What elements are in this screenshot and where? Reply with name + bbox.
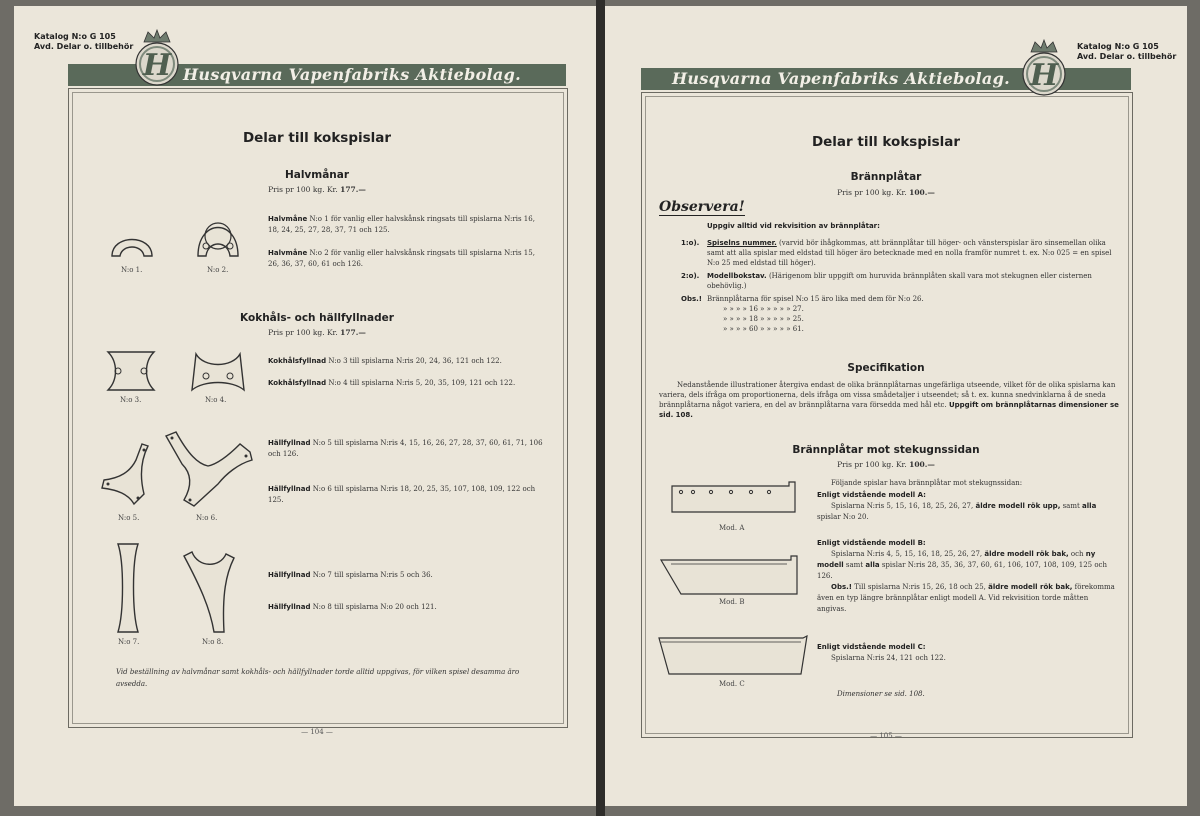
kokhalsfyllnad-3-drawing [106, 350, 156, 392]
label-mod-a: Mod. A [719, 524, 745, 532]
item-text: N:o 7 till spislarna N:ris 5 och 36. [312, 571, 433, 579]
model-bold: alla [1082, 502, 1097, 510]
model-b-desc [817, 538, 1117, 615]
svg-text:H: H [142, 48, 172, 83]
price-prefix: Pris pr 100 kg. Kr. [837, 460, 907, 469]
label-no-5: N:o 5. [118, 514, 140, 522]
model-bold: alla [865, 561, 880, 569]
obs-lines [707, 294, 1027, 334]
company-name: Husqvarna Vapenfabriks Aktiebolag. [672, 69, 1010, 88]
halvmane-1-drawing [110, 220, 154, 260]
halvmane-2-drawing [196, 214, 240, 260]
husqvarna-crown-logo [130, 28, 184, 88]
model-c-desc [817, 642, 1117, 664]
mod-a-drawing [671, 480, 797, 514]
point-1-num: 1:o). [681, 239, 700, 247]
left-page [14, 6, 596, 806]
brannplatar-price [641, 188, 1131, 197]
item-name: Hällfyllnad [268, 571, 311, 579]
label-mod-b: Mod. B [719, 598, 745, 606]
point-text: (Härigenom blir uppgift om huruvida brännplåten skall vara mot stekugnen eller cisternen obehövlig.) [707, 272, 1092, 290]
department-label: Avd. Delar o. tillbehör [1077, 52, 1177, 61]
label-no-4: N:o 4. [205, 396, 227, 404]
hallfyllnad-6-drawing [164, 430, 254, 510]
hallfyllnad-7-drawing [116, 542, 140, 634]
point-2-num: 2:o). [681, 272, 700, 280]
husqvarna-crown-logo [1017, 38, 1071, 98]
model-text: Spislarna N:ris 4, 5, 15, 16, 18, 25, 26, 27, [831, 550, 983, 558]
kokhalsfyllnad-4-drawing [190, 352, 246, 392]
price-value: 100.— [909, 460, 935, 469]
model-bold: äldre modell rök bak, [988, 583, 1073, 591]
page-title: Delar till kokspislar [242, 130, 392, 146]
label-mod-c: Mod. C [719, 680, 745, 688]
model-text: och [1070, 550, 1084, 558]
item-name: Halvmåne [268, 249, 308, 257]
item-name: Hällfyllnad [268, 439, 311, 447]
halvmanar-heading: Halvmånar [284, 169, 350, 181]
hallfyllnad-6-desc [268, 484, 548, 506]
specifikation-text [659, 380, 1119, 420]
department-label: Avd. Delar o. tillbehör [34, 42, 134, 51]
model-bold: äldre modell rök upp, [975, 502, 1061, 510]
company-name: Husqvarna Vapenfabriks Aktiebolag. [183, 65, 521, 84]
specifikation-heading: Specifikation [847, 362, 925, 374]
point-1-text [707, 238, 1117, 268]
spec-bold: Uppgift om brännplåtarnas dimensioner se sid. 108. [659, 401, 1119, 419]
item-text: N:o 4 till spislarna N:ris 5, 20, 35, 109, 121 och 122. [328, 379, 516, 387]
page-number: — 105 — [870, 732, 902, 740]
model-text: spislar N:ris 28, 35, 36, 37, 60, 61, 106, 107, 108, 109, 125 och 126. [817, 561, 1107, 580]
dimensions-note: Dimensioner se sid. 108. [837, 690, 925, 698]
item-text: N:o 8 till spislarna N:o 20 och 121. [312, 603, 437, 611]
halvmane-2-desc [268, 248, 548, 270]
stekugn-price [641, 460, 1131, 469]
mod-c-drawing [657, 634, 809, 676]
model-head: Enligt vidstående modell C: [817, 643, 926, 651]
label-no-2: N:o 2. [207, 266, 229, 274]
catalog-number: Katalog N:o G 105 [34, 32, 116, 41]
price-value: 177.— [340, 185, 366, 194]
item-text: N:o 2 för vanlig eller halvskånsk ringsats till spislarna N:ris 15, 26, 36, 37, 60, 61 och 126. [268, 249, 535, 268]
book-gutter [596, 0, 605, 816]
svg-text:H: H [1029, 58, 1059, 93]
model-text: Till spislarna N:ris 15, 26, 18 och 25, [854, 583, 986, 591]
obs-line: » » » » 18 » » » » » 25. [723, 315, 804, 323]
hallfyllnad-5-drawing [100, 442, 150, 508]
brannplatar-heading: Brännplåtar [850, 171, 922, 183]
order-footnote: Vid beställning av halvmånar samt kokhåls- och hällfyllnader torde alltid uppgivas, för vilken spisel desamma äro avsedda. [116, 668, 520, 688]
model-text: Spislarna N:ris 5, 15, 16, 18, 25, 26, 27, [831, 502, 974, 510]
rekvisition-text: Uppgiv alltid vid rekvisition av brännplåtar: [707, 222, 880, 230]
item-name: Kokhålsfyllnad [268, 379, 327, 387]
hallfyllnad-7-desc [268, 570, 548, 581]
item-name: Hällfyllnad [268, 485, 311, 493]
label-no-1: N:o 1. [121, 266, 143, 274]
item-name: Hällfyllnad [268, 603, 311, 611]
kokhals-heading: Kokhåls- och hällfyllnader [240, 312, 394, 324]
item-text: N:o 1 för vanlig eller halvskånsk ringsats till spislarna N:ris 16, 18, 24, 25, 27, 28, 37, 71 och 125. [268, 215, 535, 234]
obs-line: » » » » 60 » » » » » 61. [723, 325, 804, 333]
kokhals-3-desc [268, 356, 548, 367]
stekugn-intro: Följande spislar hava brännplåtar mot stekugnssidan: [831, 479, 1023, 487]
observera-heading: Observera! [659, 199, 745, 215]
item-text: N:o 5 till spislarna N:ris 4, 15, 16, 26, 27, 28, 37, 60, 61, 71, 106 och 126. [268, 439, 543, 458]
label-no-8: N:o 8. [202, 638, 224, 646]
page-number: — 104 — [301, 728, 333, 736]
point-text: (varvid bör ihågkommas, att brännplåtar till höger- och vänsterspislar äro sinsemellan olika samt att alla spislar med eldstad till höger äro betecknade med en nolla framför numret t. ex. N:o 025 = en spisel N:o 25 med eldstad till höger). [707, 239, 1112, 267]
hallfyllnad-8-drawing [182, 550, 236, 634]
hallfyllnad-5-desc [268, 438, 548, 460]
item-name: Kokhålsfyllnad [268, 357, 327, 365]
stekugn-heading: Brännplåtar mot stekugnssidan [792, 444, 980, 456]
label-no-3: N:o 3. [120, 396, 142, 404]
price-prefix: Pris pr 100 kg. Kr. [837, 188, 907, 197]
price-value: 177.— [340, 328, 366, 337]
label-no-7: N:o 7. [118, 638, 140, 646]
model-head: Enligt vidstående modell B: [817, 539, 926, 547]
model-head: Enligt vidstående modell A: [817, 491, 926, 499]
model-text: samt [1062, 502, 1080, 510]
model-text: förekomma även en typ längre brännplåtar enligt modell A. Vid rekvisition torde måtten angivas. [817, 583, 1115, 613]
model-text: Spislarna N:ris 24, 121 och 122. [831, 654, 946, 662]
kokhals-4-desc [268, 378, 548, 389]
item-name: Halvmåne [268, 215, 308, 223]
model-obs: Obs.! [831, 583, 852, 591]
page-title: Delar till kokspislar [811, 134, 961, 150]
obs-line: Brännplåtarna för spisel N:o 15 äro lika med dem för N:o 26. [707, 295, 924, 303]
catalog-number: Katalog N:o G 105 [1077, 42, 1159, 51]
rekvisition-heading [707, 221, 880, 232]
item-text: N:o 6 till spislarna N:ris 18, 20, 25, 35, 107, 108, 109, 122 och 125. [268, 485, 536, 504]
point-key: Modellbokstav. [707, 272, 767, 280]
kokhals-price [68, 328, 566, 337]
point-2-text [707, 271, 1117, 291]
spec-body: Nedanstående illustrationer återgiva endast de olika brännplåtarnas ungefärliga utseende, vilket för de olika spislarna kan variera, dels ifråga om proportionerna, dels ifråga om vissa smådetaljer i utseendet; så t. ex. kunna snedvinklarna å de sneda brännplåtarna något variera, en del av brännplåtarna vara försedda med hål etc. [659, 381, 1116, 409]
halvmanar-price [68, 185, 566, 194]
model-a-desc [817, 490, 1117, 523]
price-value: 100.— [909, 188, 935, 197]
obs-line: » » » » 16 » » » » » 27. [723, 305, 804, 313]
hallfyllnad-8-desc [268, 602, 548, 613]
price-prefix: Pris pr 100 kg. Kr. [268, 185, 338, 194]
label-no-6: N:o 6. [196, 514, 218, 522]
obs-label: Obs.! [681, 295, 702, 303]
price-prefix: Pris pr 100 kg. Kr. [268, 328, 338, 337]
item-text: N:o 3 till spislarna N:ris 20, 24, 36, 121 och 122. [328, 357, 502, 365]
model-text: spislar N:o 20. [817, 513, 869, 521]
model-bold: ny modell [817, 550, 1096, 569]
halvmane-1-desc [268, 214, 548, 236]
point-key: Spiselns nummer. [707, 239, 777, 247]
mod-b-drawing [659, 554, 799, 596]
model-bold: äldre modell rök bak, [984, 550, 1069, 558]
right-page [605, 6, 1187, 806]
model-text: samt [845, 561, 864, 569]
